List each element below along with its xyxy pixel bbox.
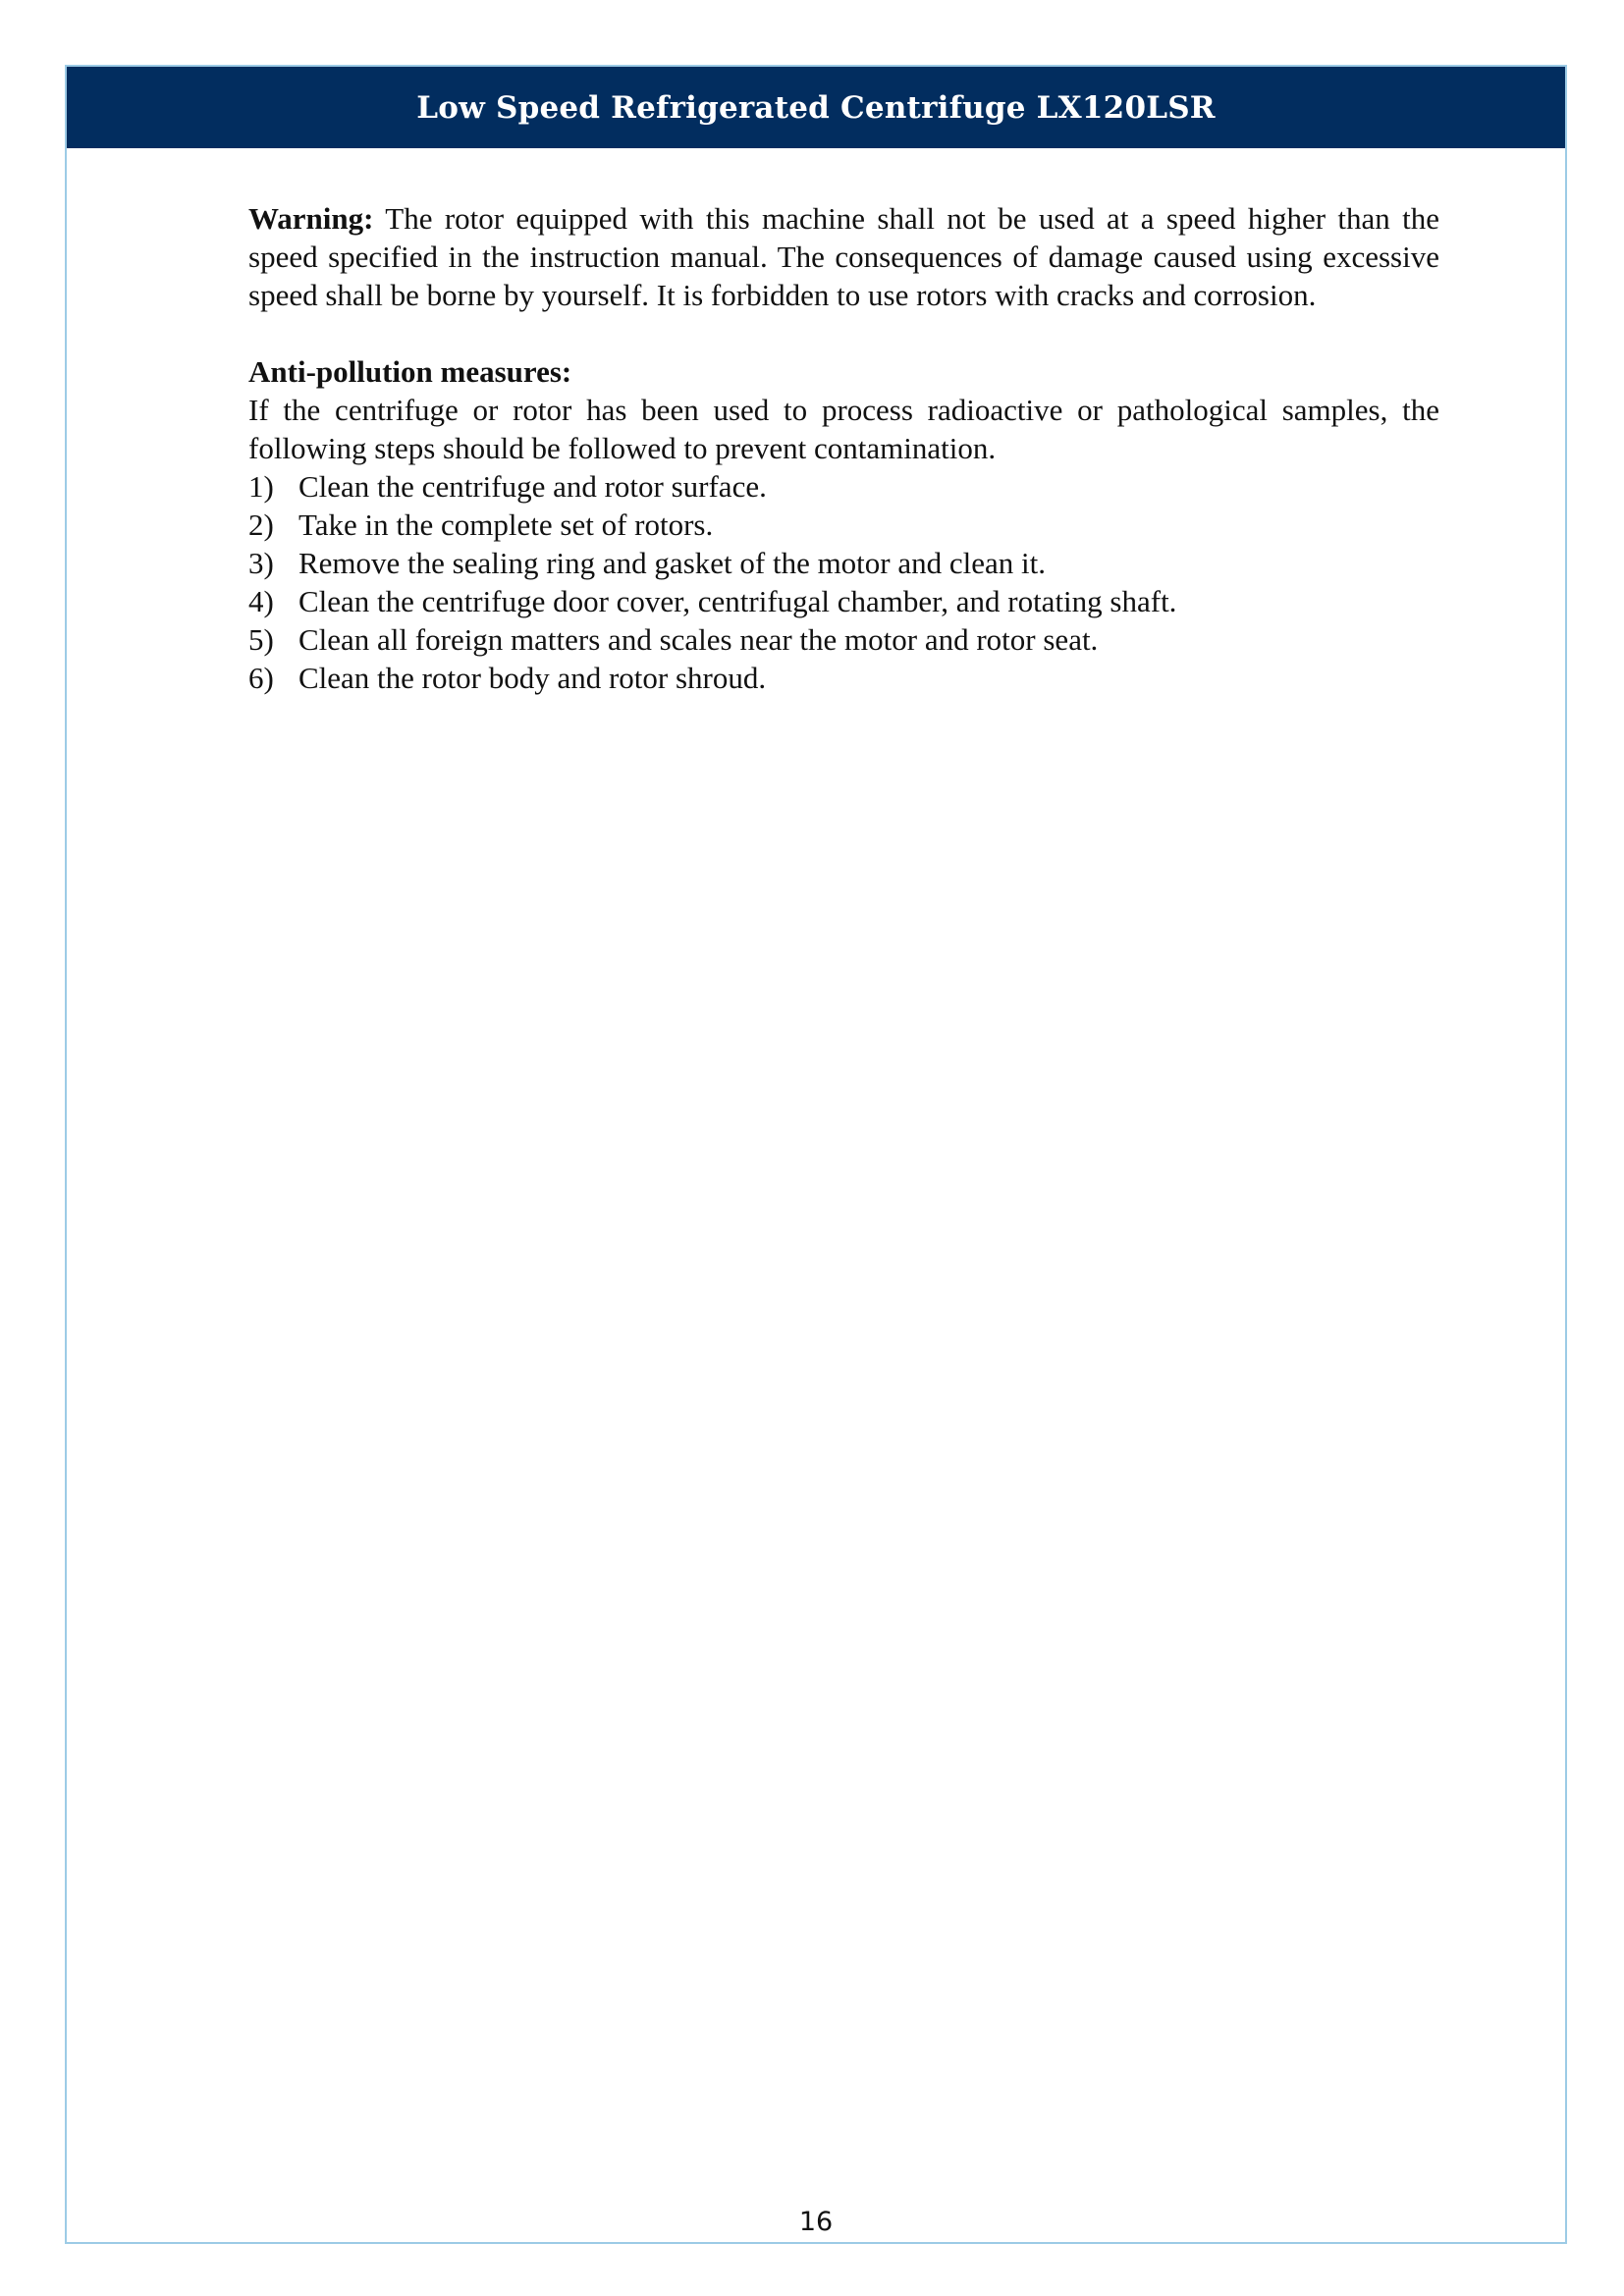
step-text: Clean all foreign matters and scales near the motor and rotor seat.: [298, 622, 1099, 657]
list-item: [248, 544, 1439, 582]
page-frame: [65, 65, 1567, 2244]
header-bar: [67, 67, 1565, 148]
warning-label: Warning:: [248, 201, 374, 236]
step-number: 6): [248, 661, 274, 695]
step-text: Take in the complete set of rotors.: [298, 507, 714, 542]
step-number: 4): [248, 584, 274, 618]
document-title: Low Speed Refrigerated Centrifuge LX120LSR: [416, 89, 1216, 126]
list-item: [248, 506, 1439, 544]
step-text: Clean the centrifuge and rotor surface.: [298, 469, 767, 504]
main-content: [248, 199, 1439, 697]
steps-list: [248, 467, 1439, 697]
step-number: 5): [248, 622, 274, 657]
step-number: 1): [248, 469, 274, 504]
warning-text: The rotor equipped with this machine shall not be used at a speed higher than the speed specified in the instruction manual. The consequences of damage caused using excessive speed shall be borne by yourself. It is forbidden to use rotors with cracks and corrosion.: [248, 201, 1439, 312]
step-number: 2): [248, 507, 274, 542]
step-number: 3): [248, 546, 274, 580]
anti-pollution-intro: If the centrifuge or rotor has been used to process radioactive or pathological samples, the following steps should be followed to prevent contamination.: [248, 393, 1439, 465]
list-item: [248, 620, 1439, 659]
step-text: Remove the sealing ring and gasket of the motor and clean it.: [298, 546, 1046, 580]
list-item: [248, 467, 1439, 506]
list-item: [248, 659, 1439, 697]
step-text: Clean the centrifuge door cover, centrifugal chamber, and rotating shaft.: [298, 584, 1177, 618]
page-number: 16: [798, 2207, 834, 2237]
anti-pollution-heading: Anti-pollution measures:: [248, 354, 572, 389]
step-text: Clean the rotor body and rotor shroud.: [298, 661, 767, 695]
warning-paragraph: [248, 199, 1439, 314]
list-item: [248, 582, 1439, 620]
